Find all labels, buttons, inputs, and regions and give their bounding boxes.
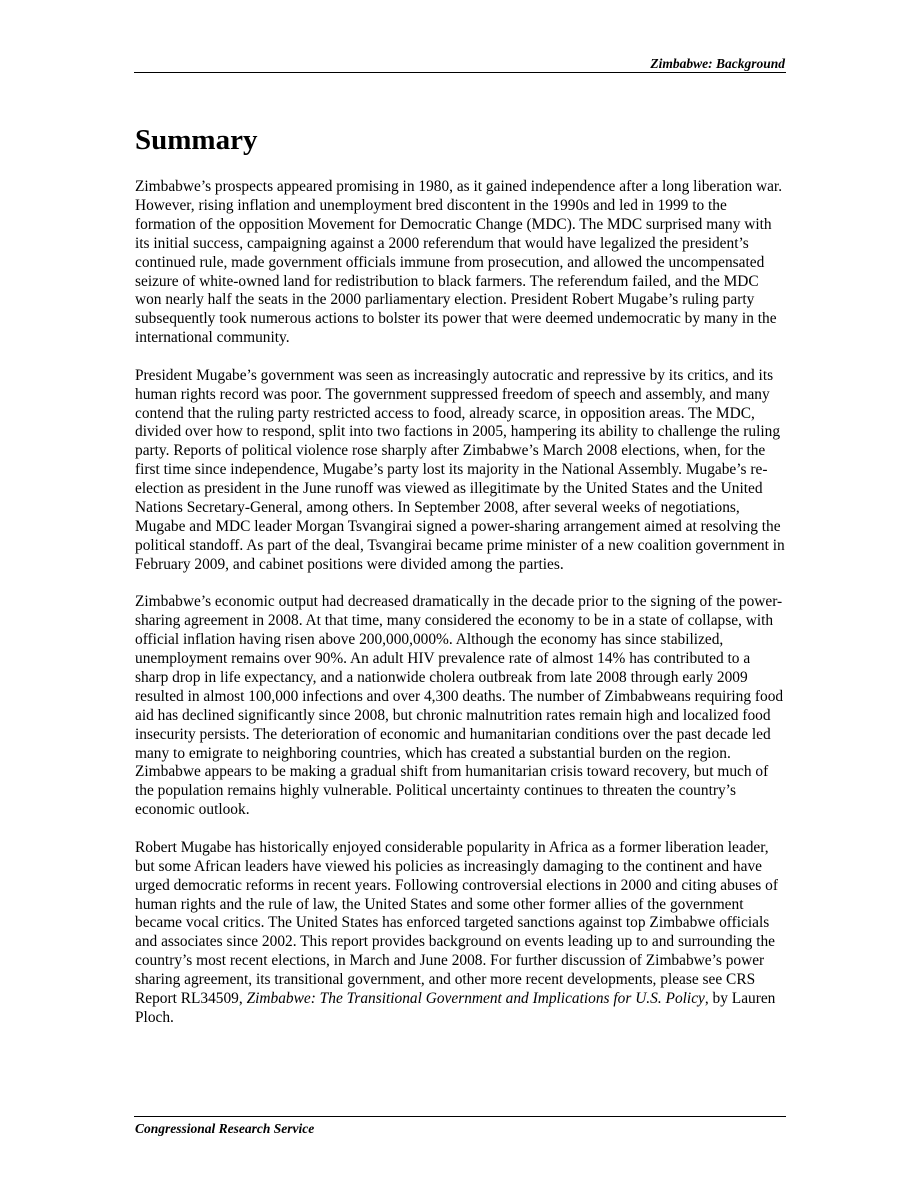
running-footer: Congressional Research Service [135, 1121, 315, 1136]
footer-rule [134, 1116, 786, 1117]
section-heading: Summary [135, 124, 258, 156]
header-rule [134, 72, 786, 73]
paragraph-4-text: Robert Mugabe has historically enjoyed considerable popularity in Africa as a former liberation leader, but some African leaders have viewed his policies as increasingly damaging to the continent and have urged democratic reforms in recent years. Following controversial elections in 2000 and citing abuses of human rights and the rule of law, the United States and some other former allies of the government became vocal critics. The United States has enforced targeted sanctions against top Zimbabwe officials and associates since 2002. This report provides background on events leading up to and surrounding the country’s most recent elections, in March and June 2008. For further discussion of Zimbabwe’s power sharing agreement, its transitional government, and other more recent developments, please see CRS Report RL34509, [135, 838, 778, 1008]
paragraph-4 [135, 839, 787, 1028]
paragraph-3: Zimbabwe’s economic output had decreased dramatically in the decade prior to the signing of the power-sharing agreement in 2008. At that time, many considered the economy to be in a state of collapse, with official inflation having risen above 200,000,000%. Although the economy has since stabilized, unemployment remains over 90%. An adult HIV prevalence rate of almost 14% has contributed to a sharp drop in life expectancy, and a nationwide cholera outbreak from late 2008 through early 2009 resulted in almost 100,000 infections and over 4,300 deaths. The number of Zimbabweans requiring food aid has declined significantly since 2008, but chronic malnutrition rates remain high and localized food insecurity persists. The deterioration of economic and humanitarian conditions over the past decade led many to emigrate to neighboring countries, which has created a substantial burden on the region. Zimbabwe appears to be making a gradual shift from humanitarian crisis toward recovery, but much of the population remains highly vulnerable. Political uncertainty continues to threaten the country’s economic outlook. [135, 593, 784, 819]
paragraph-4-tail: , by Lauren Ploch. [135, 990, 776, 1026]
paragraph-1: Zimbabwe’s prospects appeared promising in 1980, as it gained independence after a long liberation war. However, rising inflation and unemployment bred discontent in the 1990s and led in 1999 to the formation of the opposition Movement for Democratic Change (MDC). The MDC surprised many with its initial success, campaigning against a 2000 referendum that would have legalized the president’s continued rule, made government officials immune from prosecution, and allowed the uncompensated seizure of white-owned land for redistribution to black farmers. The referendum failed, and the MDC won nearly half the seats in the 2000 parliamentary election. President Robert Mugabe’s ruling party subsequently took numerous actions to bolster its power that were deemed undemocratic by many in the international community. [135, 178, 783, 347]
report-title: Zimbabwe: The Transitional Government and Implications for U.S. Policy [246, 990, 705, 1008]
running-header: Zimbabwe: Background [650, 56, 785, 71]
paragraph-2: President Mugabe’s government was seen as increasingly autocratic and repressive by its critics, and its human rights record was poor. The government suppressed freedom of speech and assembly, and many contend that the ruling party restricted access to food, already scarce, in opposition areas. The MDC, divided over how to respond, split into two factions in 2005, hampering its ability to challenge the ruling party. Reports of political violence rose sharply after Zimbabwe’s March 2008 elections, when, for the first time since independence, Mugabe’s party lost its majority in the National Assembly. Mugabe’s re-election as president in the June runoff was viewed as illegitimate by the United States and the United Nations Secretary-General, among others. In September 2008, after several weeks of negotiations, Mugabe and MDC leader Morgan Tsvangirai signed a power-sharing arrangement aimed at resolving the political standoff. As part of the deal, Tsvangirai became prime minister of a new coalition government in February 2009, and cabinet positions were divided among the parties. [135, 366, 785, 573]
summary-body [135, 178, 787, 1046]
